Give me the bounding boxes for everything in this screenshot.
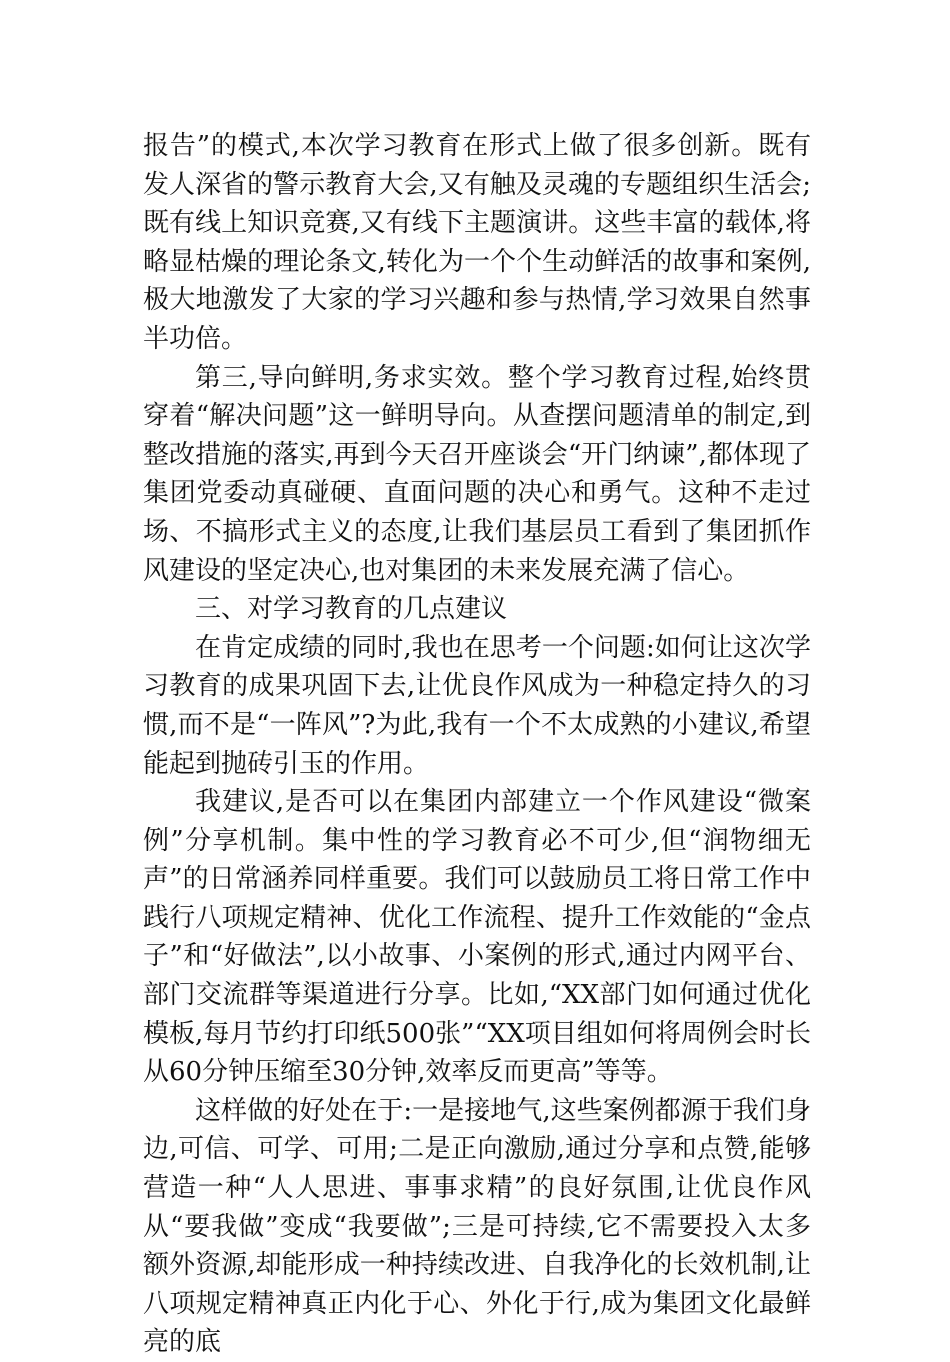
paragraph-reflection: 在肯定成绩的同时,我也在思考一个问题:如何让这次学习教育的成果巩固下去,让优良作风成为一种稳定持久的习惯,而不是“一阵风”?为此,我有一个不太成熟的小建议,希望能起到抛砖引玉的作用。 bbox=[143, 632, 811, 779]
paragraph-continuation: 报告”的模式,本次学习教育在形式上做了很多创新。既有发人深省的警示教育大会,又有触及灵魂的专题组织生活会;既有线上知识竞赛,又有线下主题演讲。这些丰富的载体,将略显枯燥的理论条文,转化为一个个生动鲜活的故事和案例,极大地激发了大家的学习兴趣和参与热情,学习效果自然事半功倍。 bbox=[143, 131, 811, 354]
document-body bbox=[143, 127, 811, 1362]
paragraph-benefits: 这样做的好处在于:一是接地气,这些案例都源于我们身边,可信、可学、可用;二是正向激励,通过分享和点赞,能够营造一种“人人思进、事事求精”的良好氛围,让优良作风从“要我做”变成“我要做”;三是可持续,它不需要投入太多额外资源,却能形成一种持续改进、自我净化的长效机制,让八项规定精神真正内化于心、外化于行,成为集团文化最鲜亮的底 bbox=[143, 1095, 811, 1358]
paragraph-third-point: 第三,导向鲜明,务求实效。整个学习教育过程,始终贯穿着“解决问题”这一鲜明导向。从查摆问题清单的制定,到整改措施的落实,再到今天召开座谈会“开门纳谏”,都体现了集团党委动真碰硬、直面问题的决心和勇气。这种不走过场、不搞形式主义的态度,让我们基层员工看到了集团抓作风建设的坚定决心,也对集团的未来发展充满了信心。 bbox=[143, 362, 811, 586]
paragraph-suggestion: 我建议,是否可以在集团内部建立一个作风建设“微案例”分享机制。集中性的学习教育必不可少,但“润物细无声”的日常涵养同样重要。我们可以鼓励员工将日常工作中践行八项规定精神、优化工作流程、提升工作效能的“金点子”和“好做法”,以小故事、小案例的形式,通过内网平台、部门交流群等渠道进行分享。比如,“XX部门如何通过优化模板,每月节约打印纸500张”“XX项目组如何将周例会时长从60分钟压缩至30分钟,效率反而更高”等等。 bbox=[143, 787, 811, 1088]
section-heading: 三、对学习教育的几点建议 bbox=[195, 594, 508, 625]
